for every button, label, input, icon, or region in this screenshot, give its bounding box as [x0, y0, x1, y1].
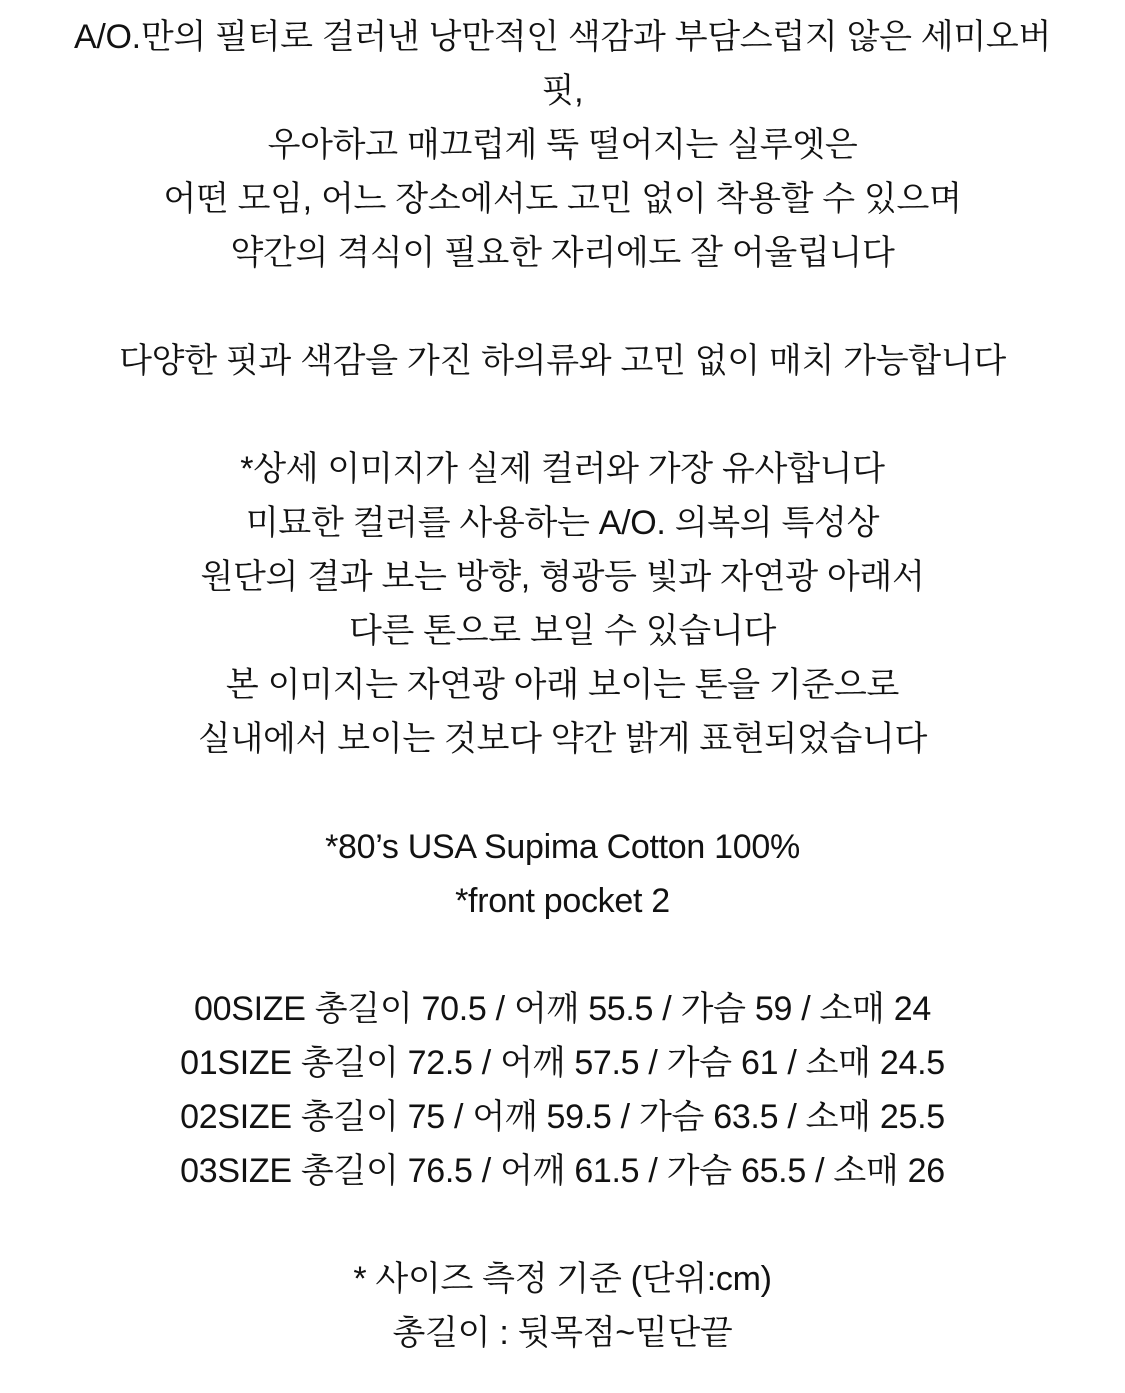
color-notice-line-2: 미묘한 컬러를 사용하는 A/O. 의복의 특성상	[245, 504, 880, 542]
size-note-paragraph	[0, 1252, 1125, 1360]
color-notice-line-5: 본 이미지는 자연광 아래 보이는 톤을 기준으로	[225, 666, 900, 704]
color-notice-line-4: 다른 톤으로 보일 수 있습니다	[348, 612, 777, 650]
fabric-spec-paragraph	[0, 820, 1125, 928]
intro-line-4: 어떤 모임, 어느 장소에서도 고민 없이 착용할 수 있으며	[163, 180, 962, 218]
intro-paragraph	[0, 10, 1125, 280]
size-row-01: 01SIZE 총길이 72.5 / 어깨 57.5 / 가슴 61 / 소매 24.5	[180, 1044, 945, 1082]
fabric-spec-line-1: *80’s USA Supima Cotton 100%	[325, 828, 800, 866]
intro-line-5: 약간의 격식이 필요한 자리에도 잘 어울립니다	[230, 234, 895, 272]
size-row-02: 02SIZE 총길이 75 / 어깨 59.5 / 가슴 63.5 / 소매 25.5	[180, 1098, 945, 1136]
color-notice-line-1: *상세 이미지가 실제 컬러와 가장 유사합니다	[240, 450, 885, 488]
size-note-line-1: * 사이즈 측정 기준 (단위:cm)	[353, 1260, 772, 1298]
size-row-00: 00SIZE 총길이 70.5 / 어깨 55.5 / 가슴 59 / 소매 24	[194, 990, 931, 1028]
color-notice-paragraph	[0, 442, 1125, 766]
size-note-line-2: 총길이 : 뒷목점~밑단끝	[392, 1314, 733, 1352]
intro-line-1: A/O.만의 필터로 걸러낸 낭만적인 색감과 부담스럽지 않은 세미오버	[74, 18, 1051, 56]
color-notice-line-3: 원단의 결과 보는 방향, 형광등 빛과 자연광 아래서	[200, 558, 925, 596]
styling-line-1: 다양한 핏과 색감을 가진 하의류와 고민 없이 매치 가능합니다	[119, 342, 1006, 380]
color-notice-line-6: 실내에서 보이는 것보다 약간 밝게 표현되었습니다	[197, 720, 928, 758]
styling-paragraph	[0, 334, 1125, 388]
size-row-03: 03SIZE 총길이 76.5 / 어깨 61.5 / 가슴 65.5 / 소매 26	[180, 1152, 945, 1190]
intro-line-2: 핏,	[541, 72, 584, 110]
intro-line-3: 우아하고 매끄럽게 뚝 떨어지는 실루엣은	[267, 126, 858, 164]
size-chart-paragraph	[0, 982, 1125, 1198]
fabric-spec-line-2: *front pocket 2	[455, 882, 670, 920]
